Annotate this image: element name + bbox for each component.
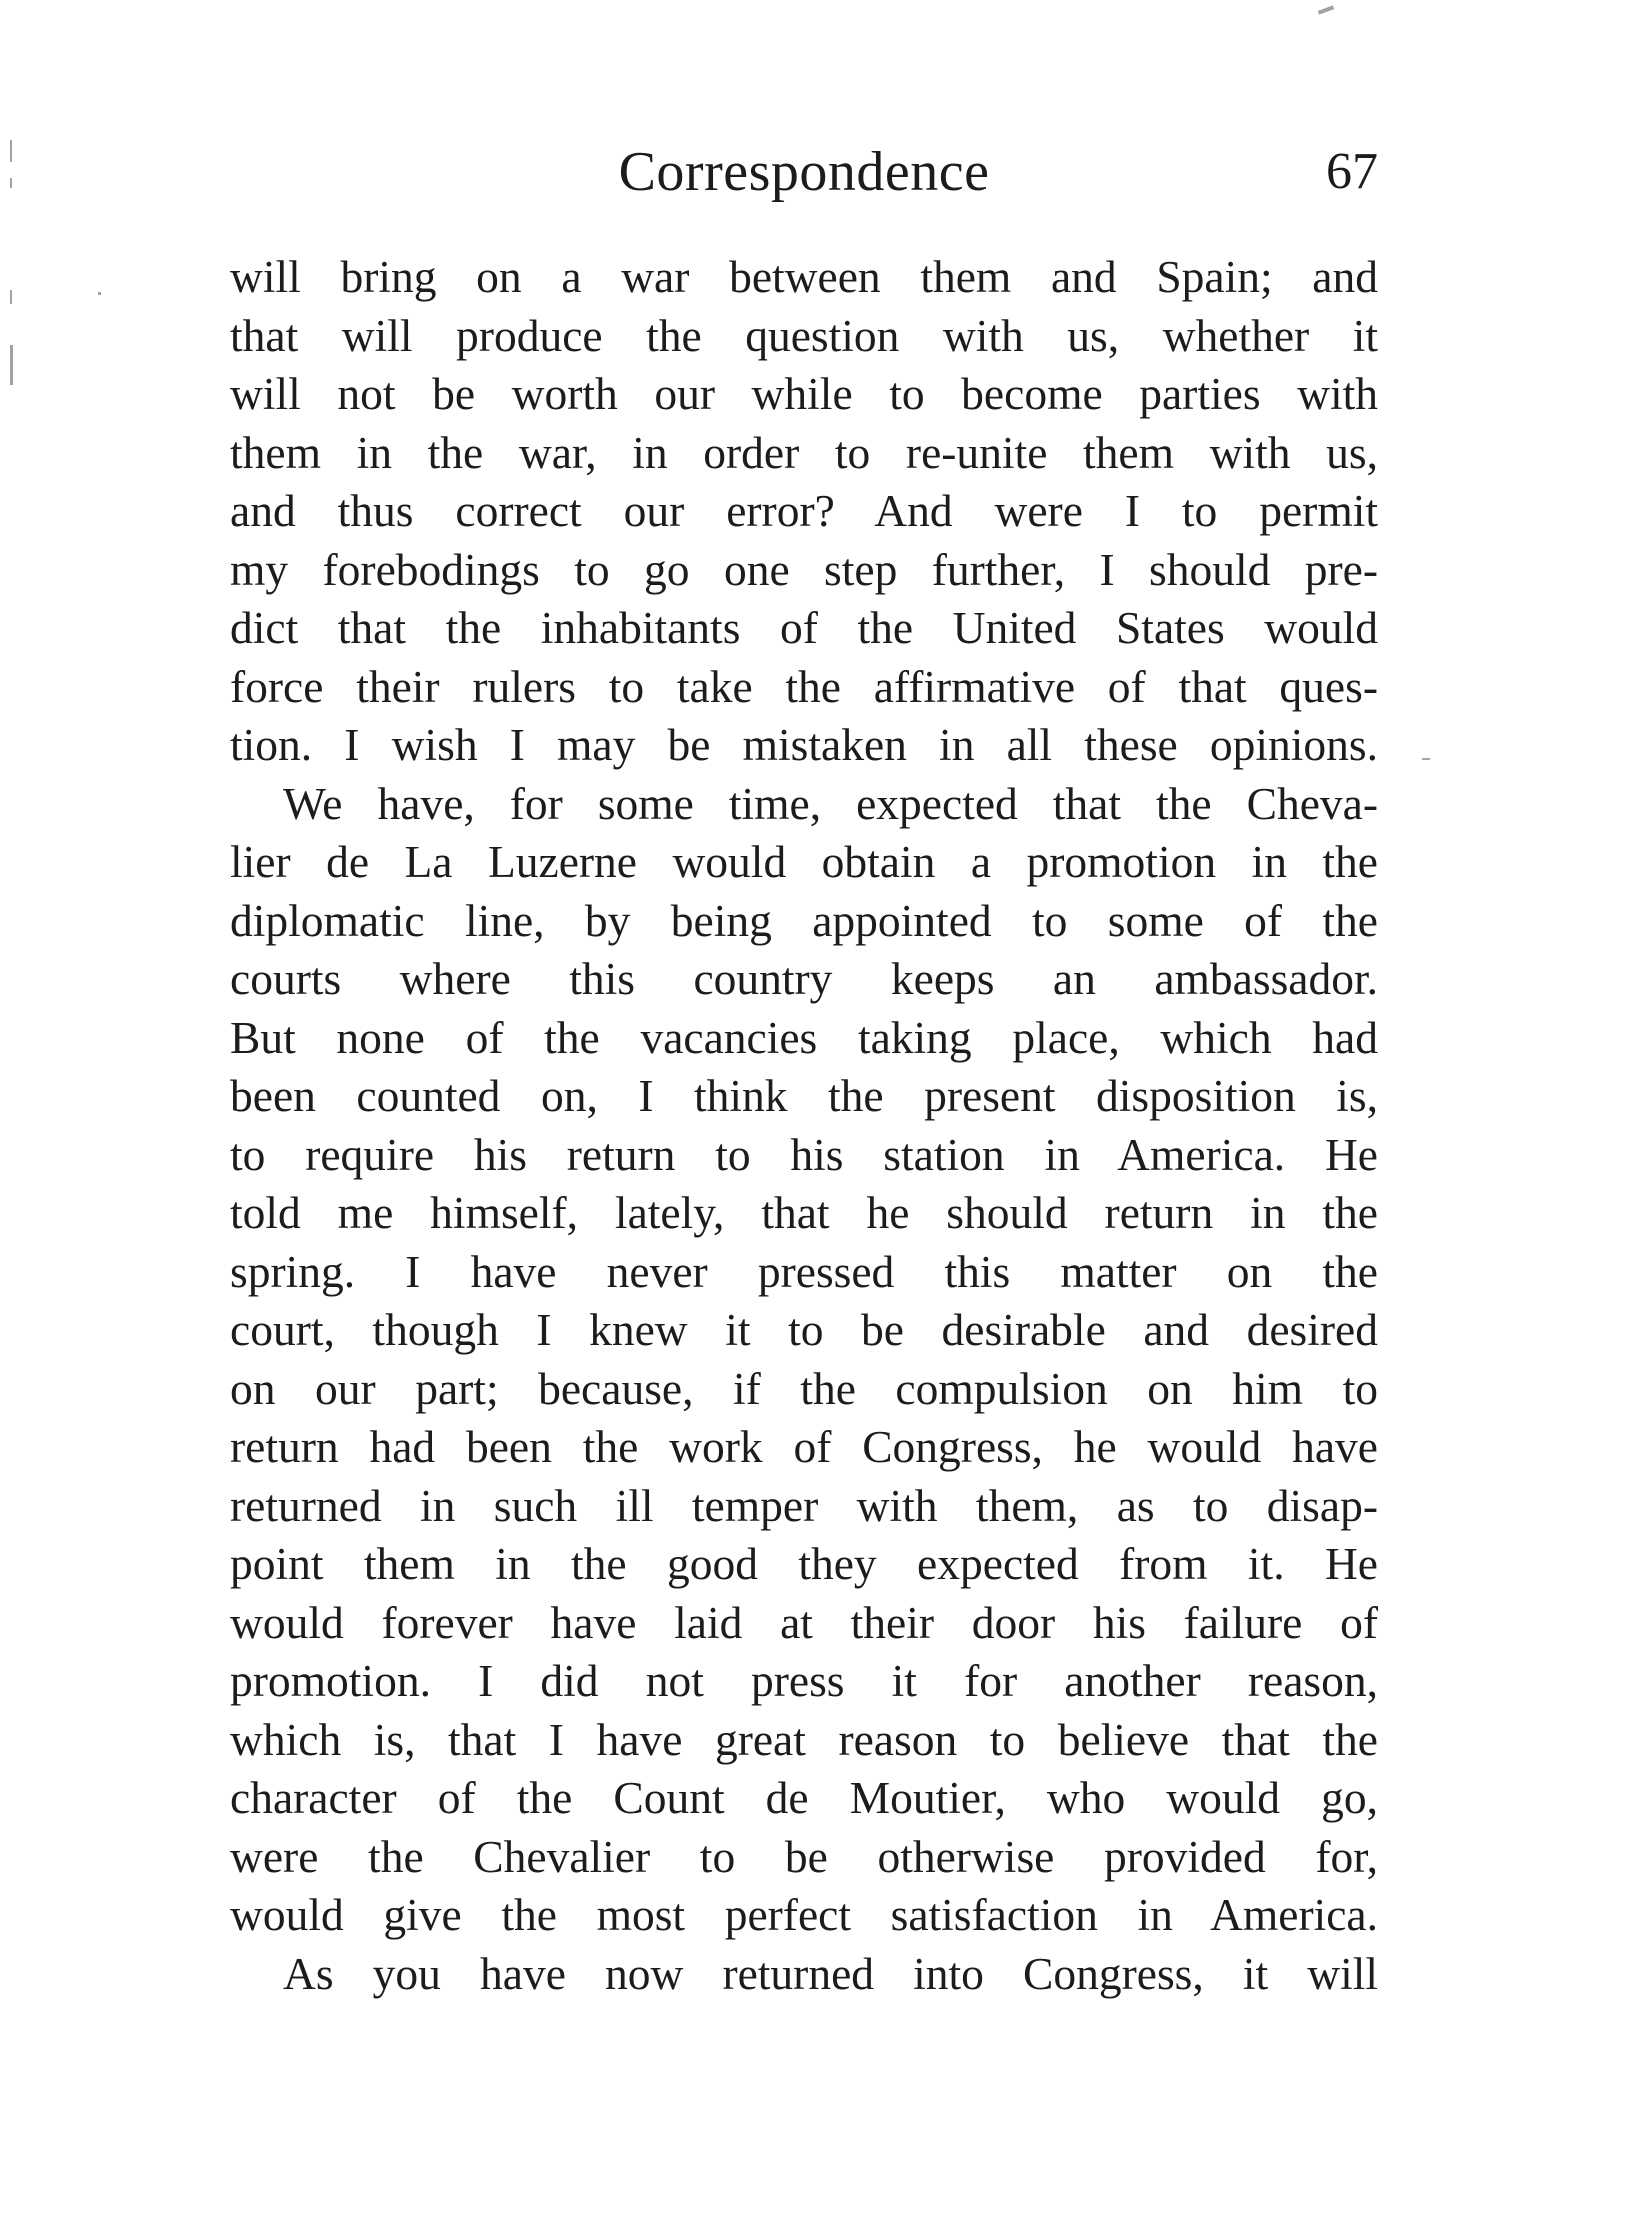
scan-mark	[10, 178, 12, 188]
text-line: promotion. I did not press it for another reason,	[230, 1655, 1378, 1706]
text-line: which is, that I have great reason to believe that the	[230, 1713, 1378, 1765]
running-title: Correspondence	[618, 141, 990, 203]
text-line: returned in such ill temper with them, as to disap-	[230, 1479, 1378, 1531]
text-line: But none of the vacancies taking place, which had	[230, 1011, 1378, 1063]
text-line: them in the war, in order to re-unite them with us,	[230, 426, 1378, 478]
scan-mark	[10, 290, 12, 304]
text-line: would give the most perfect satisfaction in America.	[230, 1889, 1378, 1940]
text-line: As you have now returned into Congress, it will	[283, 1947, 1378, 1999]
text-line: would forever have laid at their door his failure of	[230, 1596, 1378, 1648]
text-line: were the Chevalier to be otherwise provided for,	[230, 1830, 1378, 1882]
text-line: my forebodings to go one step further, I should pre-	[230, 543, 1378, 595]
text-line: on our part; because, if the compulsion on him to	[230, 1362, 1378, 1414]
scan-mark	[98, 292, 101, 295]
text-line: lier de La Luzerne would obtain a promotion in the	[230, 836, 1378, 887]
text-line: been counted on, I think the present disposition is,	[230, 1070, 1378, 1121]
text-line: character of the Count de Moutier, who would go,	[230, 1772, 1378, 1823]
text-line: diplomatic line, by being appointed to some of the	[230, 894, 1378, 946]
text-line: that will produce the question with us, whether it	[230, 309, 1378, 361]
text-line: return had been the work of Congress, he would have	[230, 1421, 1378, 1472]
text-line: We have, for some time, expected that the Cheva-	[283, 777, 1378, 829]
text-line: to require his return to his station in America. He	[230, 1128, 1378, 1180]
running-head	[230, 132, 1378, 212]
scan-mark	[10, 345, 13, 385]
text-line: tion. I wish I may be mistaken in all these opinions.	[230, 719, 1378, 770]
text-line: will not be worth our while to become parties with	[230, 368, 1378, 419]
page-number: 67	[1326, 143, 1378, 200]
text-line: spring. I have never pressed this matter on the	[230, 1245, 1378, 1297]
text-line: and thus correct our error? And were I to permit	[230, 485, 1378, 536]
text-line: courts where this country keeps an ambassador.	[230, 953, 1378, 1004]
scan-mark	[1422, 758, 1430, 760]
scan-mark	[1318, 5, 1334, 14]
text-line: force their rulers to take the affirmative of that ques-	[230, 660, 1378, 712]
text-line: will bring on a war between them and Spain; and	[230, 251, 1378, 302]
text-line: court, though I knew it to be desirable and desired	[230, 1304, 1378, 1355]
text-line: point them in the good they expected from it. He	[230, 1538, 1378, 1589]
text-line: dict that the inhabitants of the United States would	[230, 602, 1378, 653]
body-text	[230, 248, 1378, 2003]
scan-mark	[10, 140, 12, 162]
text-line: told me himself, lately, that he should return in the	[230, 1187, 1378, 1238]
